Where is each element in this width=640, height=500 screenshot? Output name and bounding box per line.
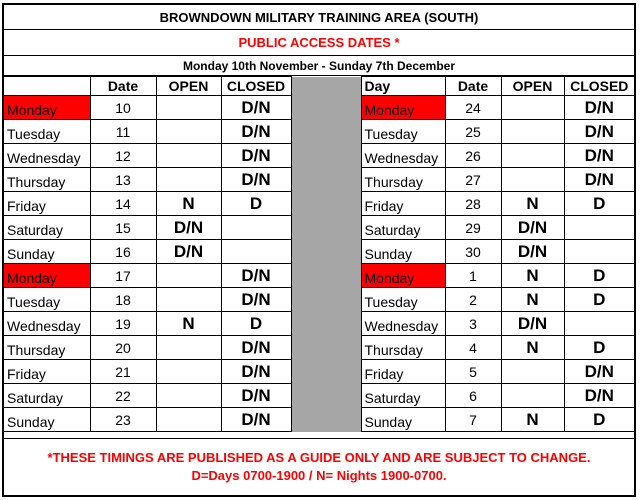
table-header-row [4,77,634,96]
day-cell-right: Sunday [361,408,445,432]
date-cell-left: 18 [90,288,156,312]
closed-cell-left: D/N [221,384,291,408]
open-cell-left: N [156,192,221,216]
date-cell-right: 30 [445,240,501,264]
date-range: Monday 10th November - Sunday 7th December [4,56,634,76]
closed-cell-left: D/N [221,336,291,360]
closed-cell-right: D/N [564,384,634,408]
header-closed-right: CLOSED [564,77,634,96]
access-dates-sheet [2,3,636,497]
open-cell-right [501,120,564,144]
closed-cell-left: D/N [221,144,291,168]
day-cell-right: Monday [361,264,445,288]
open-cell-right: D/N [501,240,564,264]
day-cell-right: Tuesday [361,288,445,312]
open-cell-right: D/N [501,216,564,240]
day-cell-left: Thursday [4,336,90,360]
closed-cell-left [221,240,291,264]
closed-cell-right: D/N [564,120,634,144]
open-cell-left [156,384,221,408]
day-cell-right: Saturday [361,216,445,240]
closed-cell-right: D [564,408,634,432]
date-cell-right: 24 [445,96,501,120]
day-cell-right: Friday [361,192,445,216]
header-day-right: Day [361,77,445,96]
day-cell-left: Tuesday [4,120,90,144]
closed-cell-left: D/N [221,96,291,120]
header-closed-left: CLOSED [221,77,291,96]
date-cell-left: 23 [90,408,156,432]
date-cell-left: 11 [90,120,156,144]
day-cell-right: Thursday [361,168,445,192]
day-cell-left: Monday [4,96,90,120]
open-cell-left [156,120,221,144]
open-cell-left [156,96,221,120]
date-cell-left: 20 [90,336,156,360]
closed-cell-right: D/N [564,96,634,120]
open-cell-left [156,168,221,192]
open-cell-right: N [501,264,564,288]
date-cell-left: 14 [90,192,156,216]
header-open-left: OPEN [156,77,221,96]
schedule-table [4,76,634,432]
date-cell-left: 15 [90,216,156,240]
date-cell-right: 4 [445,336,501,360]
day-cell-left: Thursday [4,168,90,192]
date-cell-left: 19 [90,312,156,336]
day-cell-left: Friday [4,192,90,216]
open-cell-right [501,96,564,120]
open-cell-left [156,144,221,168]
closed-cell-left: D [221,312,291,336]
closed-cell-right: D/N [564,168,634,192]
open-cell-right [501,384,564,408]
date-cell-left: 10 [90,96,156,120]
day-cell-left: Sunday [4,240,90,264]
date-cell-left: 21 [90,360,156,384]
closed-cell-right: D [564,336,634,360]
open-cell-right: N [501,408,564,432]
day-cell-right: Sunday [361,240,445,264]
open-cell-right [501,168,564,192]
day-cell-right: Friday [361,360,445,384]
day-cell-left: Monday [4,264,90,288]
date-cell-right: 3 [445,312,501,336]
date-cell-left: 12 [90,144,156,168]
day-cell-left: Wednesday [4,312,90,336]
date-cell-left: 16 [90,240,156,264]
header-date-right: Date [445,77,501,96]
day-cell-left: Saturday [4,216,90,240]
date-cell-right: 2 [445,288,501,312]
closed-cell-right [564,216,634,240]
open-cell-left [156,336,221,360]
date-cell-left: 13 [90,168,156,192]
day-cell-left: Friday [4,360,90,384]
header-open-right: OPEN [501,77,564,96]
header-date-left: Date [90,77,156,96]
closed-cell-right: D/N [564,360,634,384]
open-cell-left [156,264,221,288]
closed-cell-left [221,216,291,240]
day-cell-right: Thursday [361,336,445,360]
closed-cell-right: D [564,264,634,288]
footer-notes [4,438,634,495]
closed-cell-left: D/N [221,360,291,384]
gap-column [291,77,361,432]
date-cell-left: 17 [90,264,156,288]
open-cell-right: D/N [501,312,564,336]
date-cell-left: 22 [90,384,156,408]
date-cell-right: 28 [445,192,501,216]
date-cell-right: 6 [445,384,501,408]
open-cell-right: N [501,288,564,312]
closed-cell-right [564,312,634,336]
closed-cell-left: D [221,192,291,216]
day-cell-left: Tuesday [4,288,90,312]
open-cell-right [501,360,564,384]
day-cell-right: Wednesday [361,144,445,168]
closed-cell-right: D [564,288,634,312]
open-cell-left [156,408,221,432]
closed-cell-left: D/N [221,408,291,432]
date-cell-right: 5 [445,360,501,384]
day-cell-left: Wednesday [4,144,90,168]
document-subtitle: PUBLIC ACCESS DATES * [4,30,634,56]
day-cell-right: Wednesday [361,312,445,336]
disclaimer-text: *THESE TIMINGS ARE PUBLISHED AS A GUIDE ONLY AND ARE SUBJECT TO CHANGE. [47,450,591,465]
date-cell-right: 7 [445,408,501,432]
closed-cell-left: D/N [221,168,291,192]
date-cell-right: 25 [445,120,501,144]
open-cell-right: N [501,192,564,216]
date-cell-right: 29 [445,216,501,240]
open-cell-right: N [501,336,564,360]
legend-text: D=Days 0700-1900 / N= Nights 1900-0700. [191,468,447,483]
date-cell-right: 27 [445,168,501,192]
closed-cell-right: D/N [564,144,634,168]
day-cell-right: Tuesday [361,120,445,144]
open-cell-left: N [156,312,221,336]
closed-cell-left: D/N [221,120,291,144]
open-cell-left [156,288,221,312]
open-cell-left: D/N [156,240,221,264]
day-cell-right: Monday [361,96,445,120]
date-cell-right: 1 [445,264,501,288]
closed-cell-right: D [564,192,634,216]
open-cell-left: D/N [156,216,221,240]
document-title: BROWNDOWN MILITARY TRAINING AREA (SOUTH) [4,5,634,30]
open-cell-left [156,360,221,384]
date-cell-right: 26 [445,144,501,168]
closed-cell-right [564,240,634,264]
closed-cell-left: D/N [221,264,291,288]
day-cell-left: Saturday [4,384,90,408]
header-day-left [4,77,90,96]
day-cell-left: Sunday [4,408,90,432]
closed-cell-left: D/N [221,288,291,312]
day-cell-right: Saturday [361,384,445,408]
open-cell-right [501,144,564,168]
